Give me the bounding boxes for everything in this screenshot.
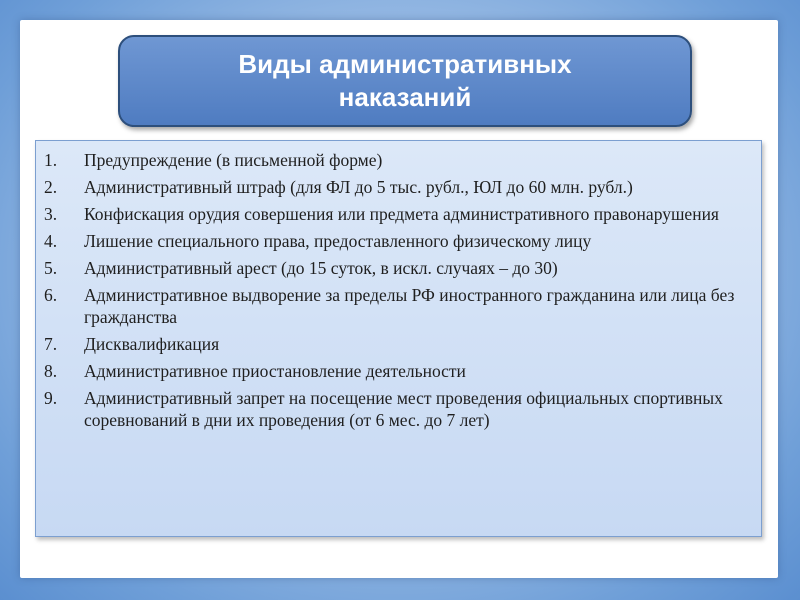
item-number: 6. <box>44 285 58 305</box>
item-number: 9. <box>44 388 58 408</box>
list-item <box>44 333 751 355</box>
item-text: Предупреждение (в письменной форме) <box>84 150 383 170</box>
item-text: Административное выдворение за пределы РФ иностранного гражданина или лица без гражданства <box>84 285 735 327</box>
list-item <box>44 257 751 279</box>
list-item <box>44 387 751 431</box>
item-text: Административный арест (до 15 суток, в искл. случаях – до 30) <box>84 258 558 278</box>
list-item <box>44 203 751 225</box>
item-text: Дисквалификация <box>84 334 220 354</box>
title-banner <box>118 35 692 127</box>
item-number: 4. <box>44 231 58 251</box>
list-item <box>44 230 751 252</box>
list-item <box>44 284 751 328</box>
item-number: 2. <box>44 177 58 197</box>
item-number: 8. <box>44 361 58 381</box>
item-number: 5. <box>44 258 58 278</box>
item-number: 1. <box>44 150 58 170</box>
list-item <box>44 149 751 171</box>
item-text: Административный запрет на посещение мест проведения официальных спортивных соревнований в дни их проведения (от 6 мес. до 7 лет) <box>84 388 723 430</box>
item-text: Конфискация орудия совершения или предмета административного правонарушения <box>84 204 719 224</box>
item-number: 7. <box>44 334 58 354</box>
content-panel <box>35 140 762 537</box>
list-item <box>44 176 751 198</box>
slide-title: Виды административных наказаний <box>238 49 572 112</box>
item-text: Лишение специального права, предоставленного физическому лицу <box>84 231 592 251</box>
item-text: Административный штраф (для ФЛ до 5 тыс. рубл., ЮЛ до 60 млн. рубл.) <box>84 177 633 197</box>
item-number: 3. <box>44 204 58 224</box>
penalty-list <box>36 141 761 431</box>
list-item <box>44 360 751 382</box>
item-text: Административное приостановление деятельности <box>84 361 466 381</box>
